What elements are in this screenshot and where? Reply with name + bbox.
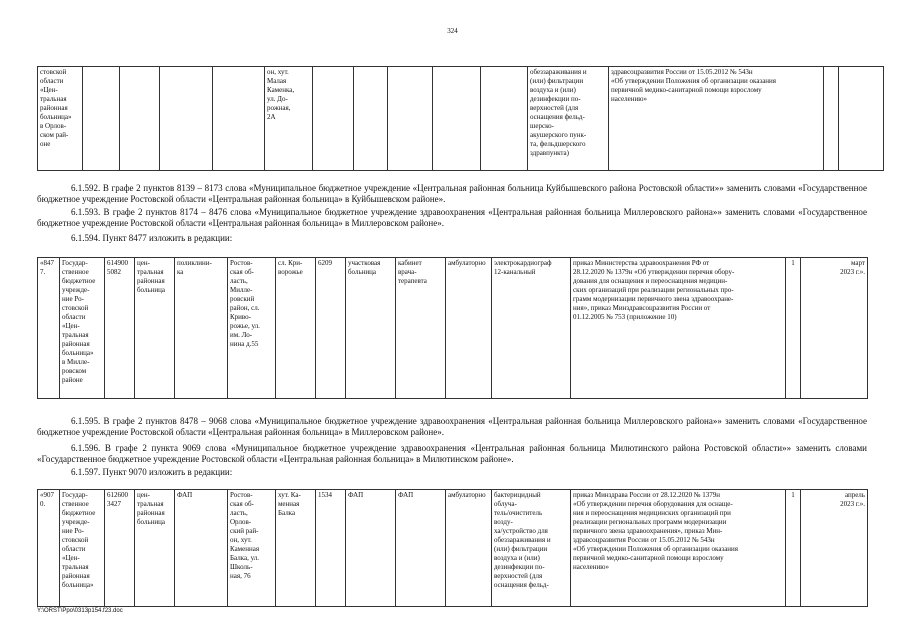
table-cell [213,67,265,171]
table-cell [120,67,160,171]
table-cell [433,67,481,171]
table-cell: 6209 [316,258,346,399]
paragraph-6-1-597: 6.1.597. Пункт 9070 изложить в редакции: [71,467,233,477]
table-cell [354,67,388,171]
table-cell: амбулаторно [446,490,492,607]
table-cell: 612600 3427 [105,490,135,607]
table-cell: Государ- ственное бюджетное учрежде- ние Ро- стовской области «Цен- тральная районная больница» [60,490,105,607]
table-row [38,67,884,171]
table-cell: бактерицидный облуча- тель/очиститель возду- ха/устройство для обеззараживания и (или) фильтрации воздуха и (или) дезинфекции по- верхностей (для оснащения фельд- [492,490,571,607]
table-cell: 1 [786,490,801,607]
table-cell: стовской области «Цен- тральная районная больница» в Орлов- ском рай- оне [38,67,83,171]
table-cell: Ростов- ская об- ласть, Милле- ровский район, сл. Криво- рожье, ул. им. Ло- нина д.55 [228,258,276,399]
table-cell [313,67,354,171]
table-cell: электрокардиограф 12-канальный [492,258,571,399]
paragraph-6-1-595: 6.1.595. В графе 2 пунктов 8478 – 9068 слова «Муниципальное бюджетное учреждение здравоохранения «Центральная районная больница Миллеровского района»» заменить словами «Государственное бюджетное учреждение Ростовской области «Центральная районная больница» в Миллеровском районе». [37,416,867,437]
table-cell: апрель 2023 г.». [801,490,868,607]
table-item-9070 [37,489,868,607]
table-cell [160,67,213,171]
table-cell: ФАП [396,490,446,607]
table-row [38,258,868,399]
table-cell: хут. Ка- менная Балка [276,490,316,607]
table-cell: «8477. [38,258,60,399]
table-cell: обеззараживания и (или) фильтрации воздуха и (или) дезинфекции по- верхностей (для оснащения фельд- шерско- акушерского пунк- та, фельдшерского здравпункта) [528,67,609,171]
table-cell: цен- тральная районная больница [135,258,175,399]
table-cell [388,67,433,171]
table-cell: приказ Министерства здравоохранения РФ от 28.12.2020 № 1379н «Об утверждении перечня обору- дования для оснащения и переоснащения медицин- ских организаций при реализации региональных про- грамм модернизации первичного звена здравоохране- ния», приказ Минздравсоцразвития России от 01.12.2005 № 753 (приложение 10) [571,258,786,399]
table-cell: Государ- ственное бюджетное учрежде- ние Ро- стовской области «Цен- тральная районная больница» в Милле- ровском районе [60,258,105,399]
table-cell: амбулаторно [446,258,492,399]
table-cell [839,67,884,171]
page-number: 324 [447,27,458,35]
table-cell: цен- тральная районная больница [135,490,175,607]
table-cell: ФАП [175,490,228,607]
table-cell: приказ Минздрава России от 28.12.2020 № 1379н «Об утверждении перечня оборудования для оснаще- ния и переоснащения медицинских организаций при реализации региональных программ модернизации первичного звена здравоохранения», приказ Мин- здравсоцразвития России от 15.05.2012 № 543н «Об утверждении Положения об организации оказания первичной медико-санитарной помощи взрослому населению» [571,490,786,607]
table-cell: Ростов- ская об- ласть, Орлов- ский рай- он, хут. Каменная Балка, ул. Школь- ная, 76 [228,490,276,607]
table-cell: «9070. [38,490,60,607]
paragraph-6-1-592: 6.1.592. В графе 2 пунктов 8139 – 8173 слова «Муниципальное бюджетное учреждение «Центральная районная больница Куйбышевского района Ростовской области»» заменить словами «Государственное бюджетное учреждение Ростовской области «Центральная районная больница» в Куйбышевском районе». [37,183,867,204]
table-cell: ФАП [346,490,396,607]
table-cell: он, хут. Малая Каменка, ул. До- рожная, 2А [265,67,313,171]
file-path-footer: Y:\ORST\Ppo\0313p154.f23.doc [37,608,123,614]
table-item-8477 [37,257,868,399]
paragraph-6-1-596: 6.1.596. В графе 2 пункта 9069 слова «Муниципальное бюджетное учреждение здравоохранения «Центральная районная больница Милютинского района Ростовской области»» заменить словами «Государственное бюджетное учреждение Ростовской области «Центральная районная больница» в Милютинском районе». [37,443,867,464]
paragraph-6-1-594: 6.1.594. Пункт 8477 изложить в редакции: [71,233,233,243]
table-cell: 1 [786,258,801,399]
table-cell: 1534 [316,490,346,607]
table-cell [481,67,528,171]
table-cell: март 2023 г.». [801,258,868,399]
table-row [38,490,868,607]
paragraph-6-1-593: 6.1.593. В графе 2 пунктов 8174 – 8476 слова «Муниципальное бюджетное учреждение здравоохранения «Центральная районная больница Миллеровского района»» заменить словами «Государственное бюджетное учреждение Ростовской области «Центральная районная больница» в Миллеровском районе». [37,207,867,228]
table-cell: сл. Кри- ворожье [276,258,316,399]
table-cell: здравсоцразвития России от 15.05.2012 № 543н «Об утверждении Положения об организации оказания первичной медико-санитарной помощи взрослому населению» [609,67,824,171]
table-cell: поликлини- ка [175,258,228,399]
table-cell: кабинет врача- терапевта [396,258,446,399]
table-cell [824,67,839,171]
table-cell: участковая больница [346,258,396,399]
table-fragment-top [37,66,884,171]
table-cell: 614900 5082 [105,258,135,399]
table-cell [83,67,120,171]
